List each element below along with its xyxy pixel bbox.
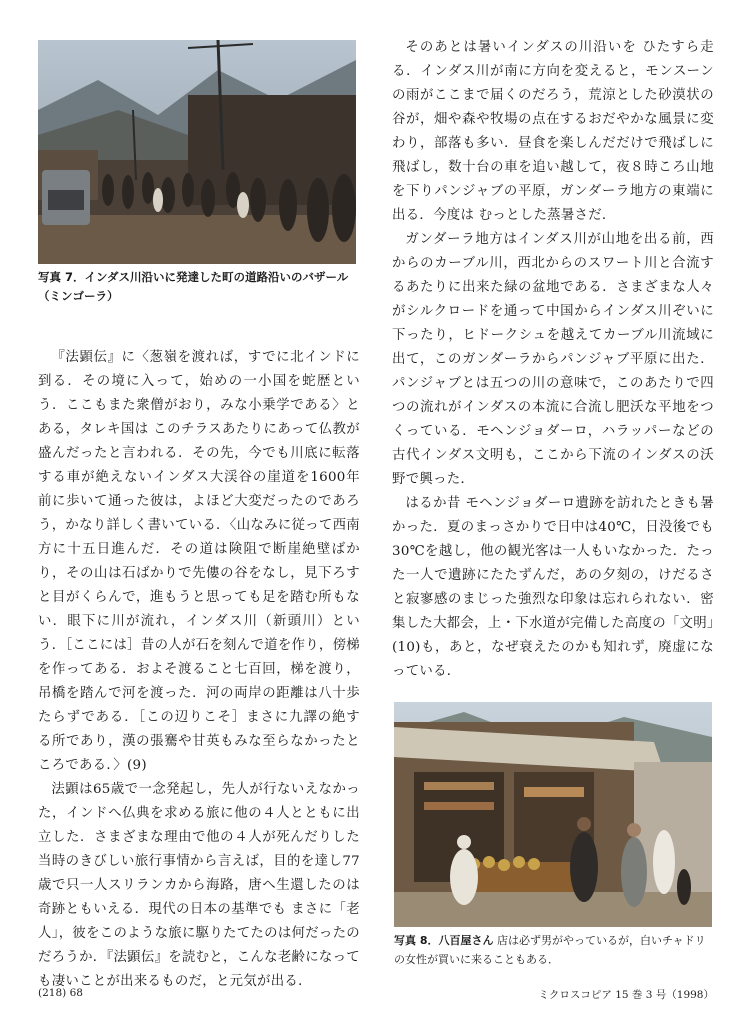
right-text-column (392, 36, 714, 684)
paragraph: ガンダーラ地方はインダス川が山地を出る前，西からのカーブル川，西北からのスワート川と合流するあたりに出来た緑の盆地である．さまざまな人々がシルクロードを通って中国からインダス川ぞいに下ったり，ヒドークシュを越えてカーブル川流域に出て，このガンダーラからパンジャブ平原に出た．パンジャブとは五つの川の意味で，このあたりで四つの流れがインダスの本流に合流し肥沃な平地をつくっている．モヘンジョダーロ，ハラッパーなどの古代インダス文明も，ここから下流のインダスの沃野で興った． (392, 232, 714, 487)
photo8-caption (394, 931, 716, 969)
photo-greengrocer (394, 702, 712, 927)
paragraph: そのあとは暑いインダスの川沿いを ひたすら走る．インダス川が南に方向を変えると，モンスーンの雨がここまで届くのだろう，荒涼とした砂漠状の谷が，畑や森や牧場の点在するおだやかな風景に変わり，部落も多い．昼食を楽しんだだけで飛ばしに飛ばし，数十台の車を追い越して，夜８時ころ山地を下りパンジャブの平原，ガンダーラ地方の東端に出る．今度は むっとした蒸暑さだ． (392, 40, 714, 223)
photo8-caption-body: 店は必ず男がやっているが，白いチャドリの女性が買いに来ることもある． (394, 934, 706, 966)
paragraph: 『法顕伝』に〈葱嶺を渡れば，すでに北インドに到る．その境に入って，始めの一小国を蛇歴という．ここもまた衆僧がおり，みな小乗学である〉とある，タレキ国は このチラスあたりにあって仏教が盛んだったと言われる．その先，今でも川底に転落する車が絶えないインダス大渓谷の崖道を1600年前に歩いて通った彼は，よほど大変だったのであろう，かなり詳しく書いている．〈山なみに従って西南方に十五日進んだ．その道は険阻で断崖絶壁ばかり，その山は石ばかりで先僂の谷をなし，見下ろすと目がくらんで，進もうと思っても足を踏む所もない．眼下に川が流れ，インダス川（新頭川）という．［ここには］昔の人が石を刻んで道を作り，傍梯を作ってある．およそ渡ること七百回，梯を渡り，吊橋を踏んで河を渡った．河の両岸の距離は八十歩たらずである．［この辺りこそ］まさに九譯の絶する所であり，漢の張騫や甘英もみな至らなかったところである．〉(9) (38, 350, 360, 773)
photo7-caption: 写真 7．インダス川沿いに発達した町の道路沿いのバザール（ミンゴーラ） (38, 270, 349, 303)
left-text-column (38, 346, 360, 994)
paragraph: はるか昔 モヘンジョダーロ遺跡を訪れたときも暑かった．夏のまっさかりで日中は40℃，日没後でも30℃を越し，他の観光客は一人もいなかった．たった一人で遺跡にたたずんだ，あの夕刻の，けだるさと寂寥感のまじった強烈な印象は忘れられない．密集した大都会，上・下水道が完備した高度の「文明」(10)も，あと，なぜ衰えたのかも知れず，廃虚になっている． (392, 496, 714, 679)
page-number: (218) 68 (38, 987, 83, 999)
photo8-caption-title: 写真 8．八百屋さん (394, 934, 494, 947)
journal-citation: ミクロスコピア 15 巻 3 号（1998） (538, 989, 714, 1001)
paragraph: 法顕は65歳で一念発起し，先人が行ないえなかった，インドへ仏典を求める旅に他の４人とともに出立した．さまざまな理由で他の４人が死んだりした当時のきびしい旅行事情から言えば，目的を達し77歳で只一人スリランカから海路，唐へ生還したのは奇跡ともいえる．現代の日本の基準でも まさに「老人」，彼をこのような旅に駆りたてたのは何だったのだろうか．『法顕伝』を読むと，こんな老齢になっても凄いことが出来るものだ，と元気が出る． (38, 782, 360, 989)
photo-bazaar (38, 40, 356, 264)
